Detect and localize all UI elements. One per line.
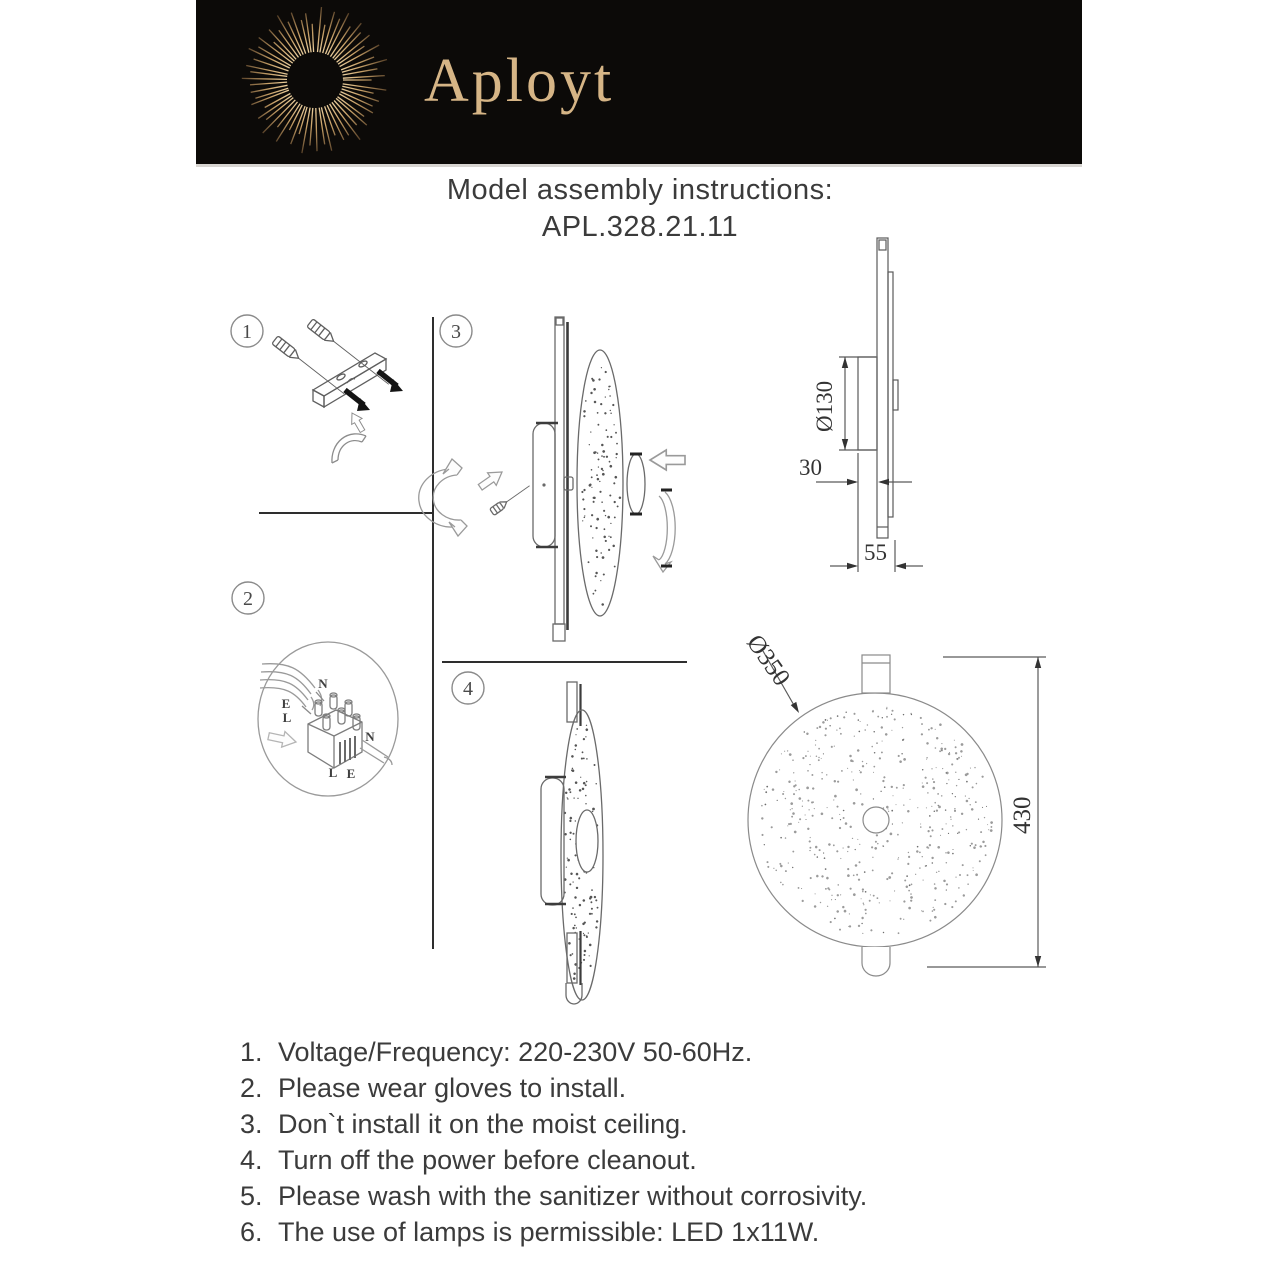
direction-arrow-icon [347, 410, 368, 434]
disc-texture [581, 367, 621, 606]
step-2-badge [232, 582, 264, 614]
item-text: Turn off the power before cleanout. [278, 1145, 697, 1175]
panel-4-assembled-diagram [541, 682, 603, 1004]
wiring-text-labels [282, 676, 376, 781]
panel-2-wiring-diagram [258, 642, 398, 796]
svg-text:E: E [281, 696, 291, 711]
terminal-block [308, 693, 392, 768]
insert-arrows [345, 371, 397, 405]
step-3-badge [440, 315, 472, 347]
step-4-badge [452, 672, 484, 704]
svg-text:N: N [365, 729, 375, 744]
dim-total-height [927, 657, 1046, 967]
item-number: 2. [240, 1073, 263, 1103]
list-item [240, 1106, 1100, 1142]
rotate-arrow-right [653, 490, 675, 572]
panel-1-bracket-diagram [272, 319, 403, 463]
panel-dividers [259, 317, 687, 949]
dim-mount-diameter [812, 357, 876, 450]
svg-text:4: 4 [463, 678, 473, 700]
mount-screw [490, 483, 532, 516]
svg-text:E: E [346, 766, 356, 781]
list-item [240, 1034, 1100, 1070]
svg-text:430: 430 [1009, 796, 1036, 834]
item-number: 1. [240, 1037, 263, 1067]
wires [260, 664, 322, 710]
list-item [240, 1070, 1100, 1106]
step-1-badge [231, 315, 263, 347]
item-number: 3. [240, 1109, 263, 1139]
step-badges [231, 315, 484, 704]
item-text: Don`t install it on the moist ceiling. [278, 1109, 688, 1139]
svg-text:55: 55 [864, 540, 887, 565]
page-title: Model assembly instructions: [446, 174, 834, 206]
svg-text:Ø130: Ø130 [812, 380, 837, 432]
hook-part [332, 434, 366, 463]
list-item [240, 1178, 1100, 1214]
list-item [240, 1142, 1100, 1178]
item-number: 4. [240, 1145, 263, 1175]
model-number: APL.328.21.11 [541, 211, 739, 243]
svg-text:Ø350: Ø350 [741, 629, 796, 691]
item-text: The use of lamps is permissible: LED 1x11W. [278, 1217, 820, 1247]
svg-text:1: 1 [242, 321, 252, 343]
attach-arrow-icon [650, 450, 685, 470]
svg-text:L: L [328, 765, 338, 780]
svg-text:N: N [318, 676, 328, 691]
item-text: Please wear gloves to install. [278, 1073, 627, 1103]
instruction-list [240, 1034, 1100, 1250]
tech-drawing-front [741, 630, 1046, 976]
list-item [240, 1214, 1100, 1250]
dim-disc-diameter [741, 630, 802, 715]
screw-direction-arrow-icon [476, 466, 507, 494]
item-number: 5. [240, 1181, 263, 1211]
svg-text:L: L [282, 710, 292, 725]
panel-3-mounting-diagram [419, 317, 685, 641]
brand-logo-text: Aployt [424, 47, 615, 115]
push-arrow-icon [267, 728, 298, 749]
dim-total-depth [830, 540, 923, 572]
item-number: 6. [240, 1217, 263, 1247]
screw-anchor-2 [307, 319, 392, 388]
rotate-arrow-left [419, 459, 467, 536]
item-text: Please wash with the sanitizer without corrosivity. [278, 1181, 868, 1211]
svg-text:3: 3 [451, 321, 461, 343]
svg-text:30: 30 [799, 455, 822, 480]
svg-text:2: 2 [243, 588, 253, 610]
tech-drawing-side [799, 238, 923, 572]
item-text: Voltage/Frequency: 220-230V 50-60Hz. [278, 1037, 753, 1067]
